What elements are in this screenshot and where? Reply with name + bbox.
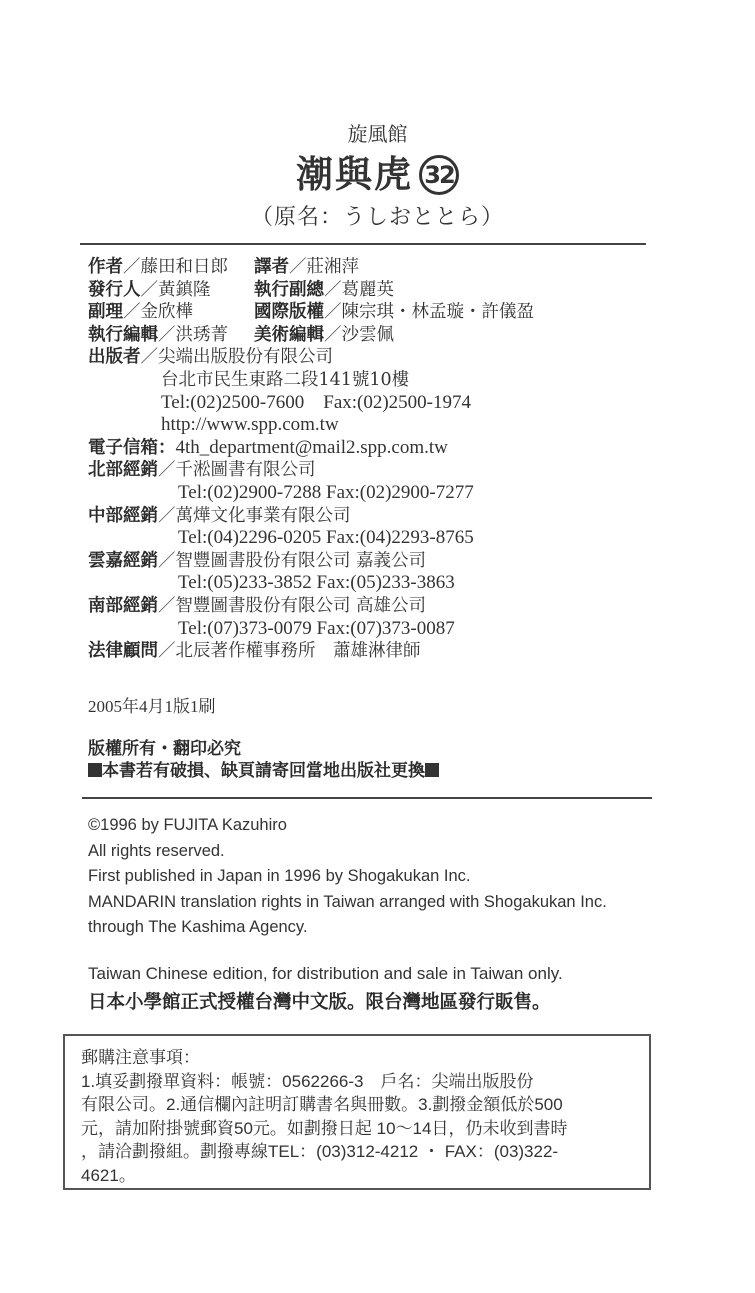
publisher-url: http://www.spp.com.tw: [161, 414, 339, 436]
credit-value: 黃鎮隆: [158, 279, 211, 300]
distributor-tel-fax: Tel:(02)2900-7288 Fax:(02)2900-7277: [178, 481, 474, 503]
credit-label: 譯者: [254, 257, 289, 277]
separator: ／: [158, 324, 176, 345]
publisher-name: 尖端出版股份有限公司: [158, 347, 333, 368]
edition-date: 2005年4月1版1刷: [88, 697, 216, 716]
credit-col2: [254, 256, 359, 279]
imprint-name: 旋風館: [347, 122, 408, 146]
mail-order-line: 1.填妥劃撥單資料：帳號：0562266-3 戶名：尖端出版股份: [81, 1071, 534, 1091]
separator: ／: [123, 257, 141, 277]
taiwan-edition-english: Taiwan Chinese edition, for distribution and sale in Taiwan only.: [88, 964, 563, 983]
distributor-row: [88, 459, 474, 482]
english-copyright: [88, 813, 607, 941]
separator: ／: [158, 595, 176, 616]
credits-block: [88, 256, 534, 663]
legal-value: 北辰著作權事務所 蕭雄淋律師: [175, 641, 421, 662]
mail-order-title: 郵購注意事項：: [81, 1048, 200, 1067]
distributor-tel-fax: Tel:(07)373-0079 Fax:(07)373-0087: [178, 617, 455, 639]
distributor-label: 北部經銷: [88, 460, 158, 481]
distributor-label: 南部經銷: [88, 595, 158, 616]
copyright-line: ©1996 by FUJITA Kazuhiro: [88, 816, 287, 834]
distributor-name: 智豐圖書股份有限公司 嘉義公司: [175, 550, 427, 571]
distributor-name: 智豐圖書股份有限公司 高雄公司: [175, 595, 427, 616]
mail-order-line: ，請洽劃撥組。劃撥專線TEL：(03)312-4212 ・ FAX：(03)322-: [81, 1142, 559, 1161]
rights-block: [88, 738, 439, 782]
mail-order-line: 4621。: [81, 1165, 136, 1185]
separator: ／: [158, 550, 176, 571]
colon: ：: [158, 437, 176, 458]
email-row: [88, 437, 474, 460]
credit-row: [88, 301, 534, 324]
separator: ／: [123, 302, 141, 323]
separator: ／: [324, 279, 342, 300]
separator: ／: [158, 641, 176, 662]
credit-value: 莊湘萍: [306, 257, 359, 277]
separator: ／: [324, 324, 342, 345]
separator: ／: [158, 460, 176, 481]
publisher-row: [88, 346, 474, 369]
credit-value: 金欣樺: [140, 302, 193, 323]
publisher-tel-fax: Tel:(02)2500-7600 Fax:(02)2500-1974: [161, 391, 472, 413]
original-title: （原名：うしおととら）: [250, 205, 504, 230]
distributor-name: 千淞圖書有限公司: [175, 460, 316, 481]
square-bullet-icon: [425, 763, 439, 777]
publisher-label: 出版者: [88, 347, 141, 368]
credit-label: 執行編輯: [88, 324, 158, 345]
distributor-row: [88, 505, 474, 528]
book-title: [0, 144, 755, 198]
credit-label: 執行副總: [254, 279, 324, 300]
credit-row: [88, 256, 474, 279]
taiwan-edition-chinese: 日本小學館正式授權台灣中文版。限台灣地區發行販售。: [88, 992, 551, 1013]
distributor-label: 中部經銷: [88, 505, 158, 526]
separator: ／: [158, 505, 176, 526]
credit-col2: [254, 324, 394, 347]
distributor-tel-fax: Tel:(05)233-3852 Fax:(05)233-3863: [178, 572, 455, 594]
separator: ／: [140, 347, 158, 368]
distributor-row: [88, 550, 474, 573]
credit-label: 發行人: [88, 279, 141, 300]
credit-row: [88, 324, 474, 347]
mail-order-notice-box: [63, 1034, 651, 1190]
top-divider: [80, 243, 646, 245]
copyright-line: through The Kashima Agency.: [88, 918, 308, 936]
distributor-label: 雲嘉經銷: [88, 550, 158, 571]
credit-row: [88, 279, 474, 302]
distributor-row: [88, 595, 474, 618]
credit-col2: [254, 301, 534, 324]
credit-label: 副理: [88, 302, 123, 323]
separator: ／: [140, 279, 158, 300]
copyright-line: MANDARIN translation rights in Taiwan arranged with Shogakukan Inc.: [88, 892, 607, 911]
credit-col2: [254, 279, 394, 302]
volume-number-badge: 32: [419, 155, 459, 195]
copyright-line: First published in Japan in 1996 by Shogakukan Inc.: [88, 867, 471, 885]
distributor-name: 萬燁文化事業有限公司: [175, 505, 351, 526]
damage-replacement-notice: [88, 760, 439, 782]
distributor-tel-fax: Tel:(04)2296-0205 Fax:(04)2293-8765: [178, 527, 474, 549]
credit-value: 陳宗琪・林孟璇・許儀盈: [341, 302, 534, 323]
email-address: 4th_department@mail2.spp.com.tw: [175, 436, 448, 458]
credit-value: 藤田和日郎: [140, 257, 228, 277]
copyright-line: All rights reserved.: [88, 841, 225, 860]
email-label: 電子信箱: [88, 437, 158, 458]
square-bullet-icon: [88, 763, 102, 777]
mail-order-line: 有限公司。2.通信欄內註明訂購書名與冊數。3.劃撥金額低於500: [81, 1095, 563, 1114]
middle-divider: [82, 797, 652, 799]
publisher-address: 台北市民生東路二段141號10樓: [161, 369, 410, 390]
credit-label: 國際版權: [254, 302, 324, 323]
credit-value: 沙雲佩: [341, 324, 394, 345]
credit-value: 洪琇菁: [175, 324, 228, 345]
credit-label: 作者: [88, 257, 123, 277]
title-text: 潮與虎: [296, 153, 413, 196]
mail-order-line: 元，請加附掛號郵資50元。如劃撥日起 10～14日，仍未收到書時: [81, 1118, 568, 1138]
credit-label: 美術編輯: [254, 324, 324, 345]
separator: ／: [324, 302, 342, 323]
legal-row: [88, 640, 474, 663]
credit-value: 葛麗英: [341, 279, 394, 300]
legal-label: 法律顧問: [88, 641, 158, 662]
separator: ／: [289, 257, 307, 277]
notice-text: 本書若有破損、缺頁請寄回當地出版社更換: [102, 761, 425, 781]
rights-reserved: 版權所有・翻印必究: [88, 739, 241, 759]
